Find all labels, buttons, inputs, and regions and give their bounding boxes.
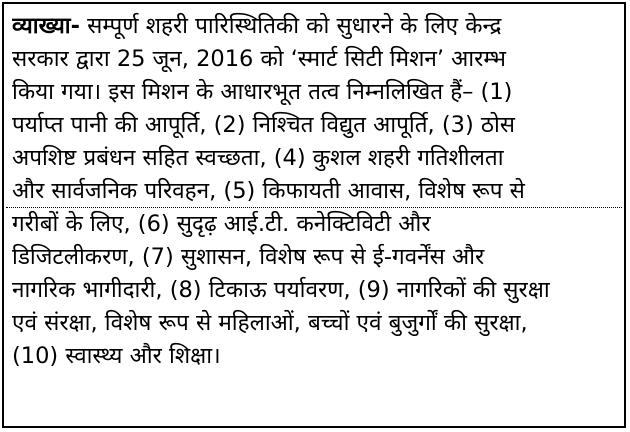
text-line-1	[12, 10, 618, 43]
text-line-7: गरीबों के लिए, (6) सुदृढ़ आई.टी. कनेक्टिविटी और	[12, 211, 431, 237]
text-line-11: (10) स्वास्थ्य और शिक्षा।	[12, 343, 221, 369]
line-text: सम्पूर्ण शहरी पारिस्थितिकी को सुधारने के लिए केन्द्र	[87, 13, 502, 39]
text-line-2: सरकार द्वारा 25 जून, 2016 को ‘स्मार्ट सिटी मिशन’ आरम्भ	[12, 46, 506, 72]
text-line-4: पर्याप्त पानी की आपूर्ति, (2) निश्चित विद्युत आपूर्ति, (3) ठोस	[12, 112, 515, 138]
explanation-box	[2, 2, 626, 428]
text-line-9: नागरिक भागीदारी, (8) टिकाऊ पर्यावरण, (9) नागरिकों की सुरक्षा	[12, 277, 550, 303]
text-line-5: अपशिष्ट प्रबंधन सहित स्वच्छता, (4) कुशल शहरी गतिशीलता	[12, 145, 504, 171]
text-line-10: एवं संरक्षा, विशेष रूप से महिलाओं, बच्चों एवं बुजुर्गों की सुरक्षा,	[12, 310, 528, 336]
text-line-6: और सार्वजनिक परिवहन, (5) किफायती आवास, विशेष रूप से	[12, 178, 525, 204]
explanation-heading: व्याख्या-	[12, 13, 80, 39]
text-line-3: किया गया। इस मिशन के आधारभूत तत्व निम्नलिखित हैं– (1)	[12, 79, 513, 105]
text-line-8: डिजिटलीकरण, (7) सुशासन, विशेष रूप से ई-गवर्नेंस और	[12, 244, 485, 270]
explanation-text	[12, 10, 618, 373]
